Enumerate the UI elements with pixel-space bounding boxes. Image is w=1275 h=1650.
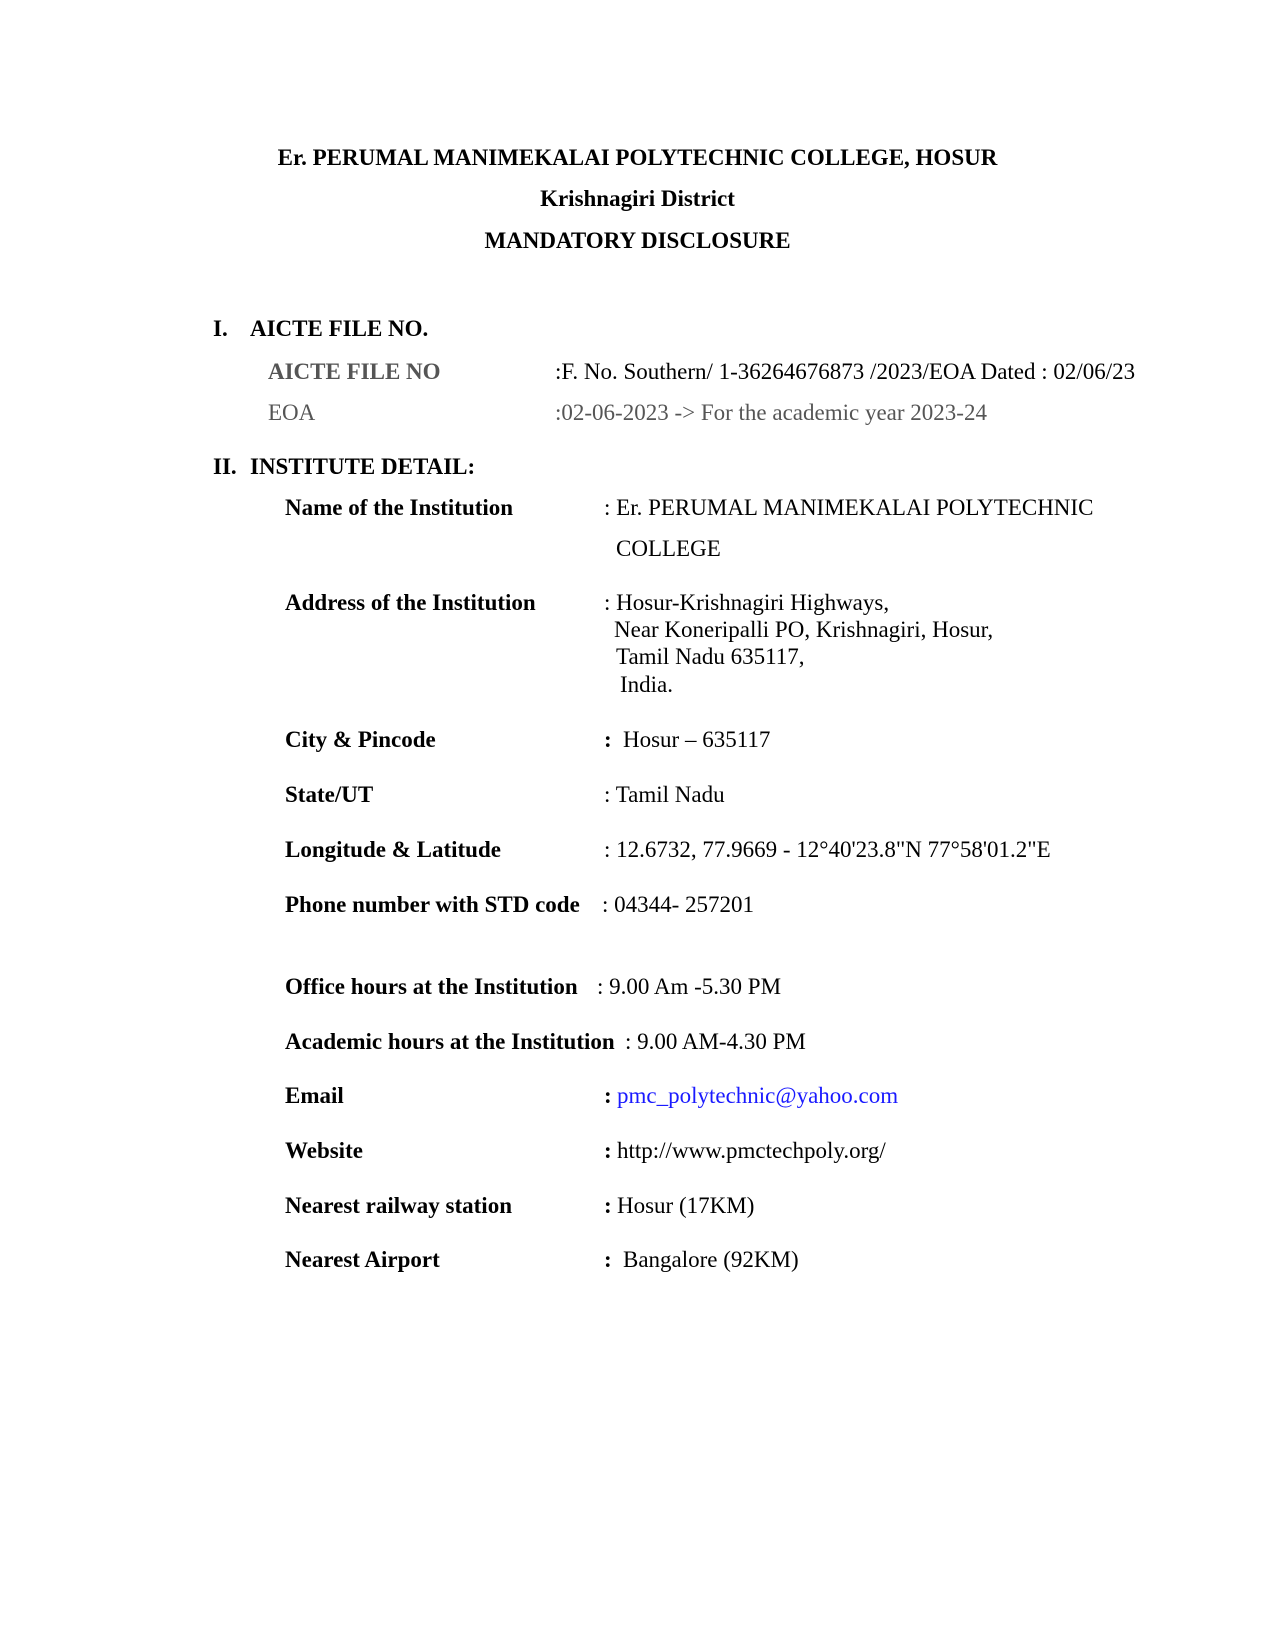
email-link[interactable]: pmc_polytechnic@yahoo.com xyxy=(617,1083,899,1108)
railway-value: Hosur (17KM) xyxy=(617,1193,755,1218)
phone-label: Phone number with STD code xyxy=(285,892,580,917)
city-pincode-value: Hosur – 635117 xyxy=(623,727,771,752)
phone-value: : 04344- 257201 xyxy=(602,892,755,917)
website-colon: : xyxy=(604,1138,612,1163)
airport-label: Nearest Airport xyxy=(285,1247,440,1272)
airport-value: Bangalore (92KM) xyxy=(623,1247,799,1272)
academic-hours-value: : 9.00 AM-4.30 PM xyxy=(625,1029,806,1054)
section-1-title: AICTE FILE NO. xyxy=(250,316,429,341)
institution-name-value-cont: COLLEGE xyxy=(616,536,721,561)
city-pincode-label: City & Pincode xyxy=(285,727,436,752)
district-title: Krishnagiri District xyxy=(540,186,735,211)
state-value: : Tamil Nadu xyxy=(604,782,725,807)
website-label: Website xyxy=(285,1138,363,1163)
institution-name-value: : Er. PERUMAL MANIMEKALAI POLYTECHNIC xyxy=(604,495,1094,520)
disclosure-title: MANDATORY DISCLOSURE xyxy=(484,228,791,253)
coordinates-value: : 12.6732, 77.9669 - 12°40'23.8"N 77°58'01.2"E xyxy=(604,837,1051,862)
address-line-2: Near Koneripalli PO, Krishnagiri, Hosur, xyxy=(614,617,994,642)
city-pincode-colon: : xyxy=(604,727,612,752)
email-colon: : xyxy=(604,1083,612,1108)
website-value: http://www.pmctechpoly.org/ xyxy=(617,1138,886,1163)
address-label: Address of the Institution xyxy=(285,590,536,615)
email-label: Email xyxy=(285,1083,344,1108)
airport-colon: : xyxy=(604,1247,612,1272)
office-hours-label: Office hours at the Institution xyxy=(285,974,578,999)
state-label: State/UT xyxy=(285,782,374,807)
college-title: Er. PERUMAL MANIMEKALAI POLYTECHNIC COLLEGE, HOSUR xyxy=(277,145,998,170)
railway-label: Nearest railway station xyxy=(285,1193,512,1218)
aicte-file-value: :F. No. Southern/ 1-36264676873 /2023/EOA Dated : 02/06/23 xyxy=(555,359,1136,384)
eoa-value: :02-06-2023 -> For the academic year 2023-24 xyxy=(555,400,987,425)
institution-name-label: Name of the Institution xyxy=(285,495,514,520)
section-2-title: INSTITUTE DETAIL: xyxy=(250,454,476,479)
eoa-label: EOA xyxy=(268,400,316,425)
section-2-number: II. xyxy=(213,454,237,479)
address-line-4: India. xyxy=(620,672,674,697)
address-line-3: Tamil Nadu 635117, xyxy=(616,644,805,669)
aicte-file-label: AICTE FILE NO xyxy=(268,359,441,384)
section-1-number: I. xyxy=(213,316,228,341)
office-hours-value: : 9.00 Am -5.30 PM xyxy=(597,974,782,999)
address-line-1: : Hosur-Krishnagiri Highways, xyxy=(604,590,890,615)
railway-colon: : xyxy=(604,1193,612,1218)
coordinates-label: Longitude & Latitude xyxy=(285,837,501,862)
academic-hours-label: Academic hours at the Institution xyxy=(285,1029,615,1054)
